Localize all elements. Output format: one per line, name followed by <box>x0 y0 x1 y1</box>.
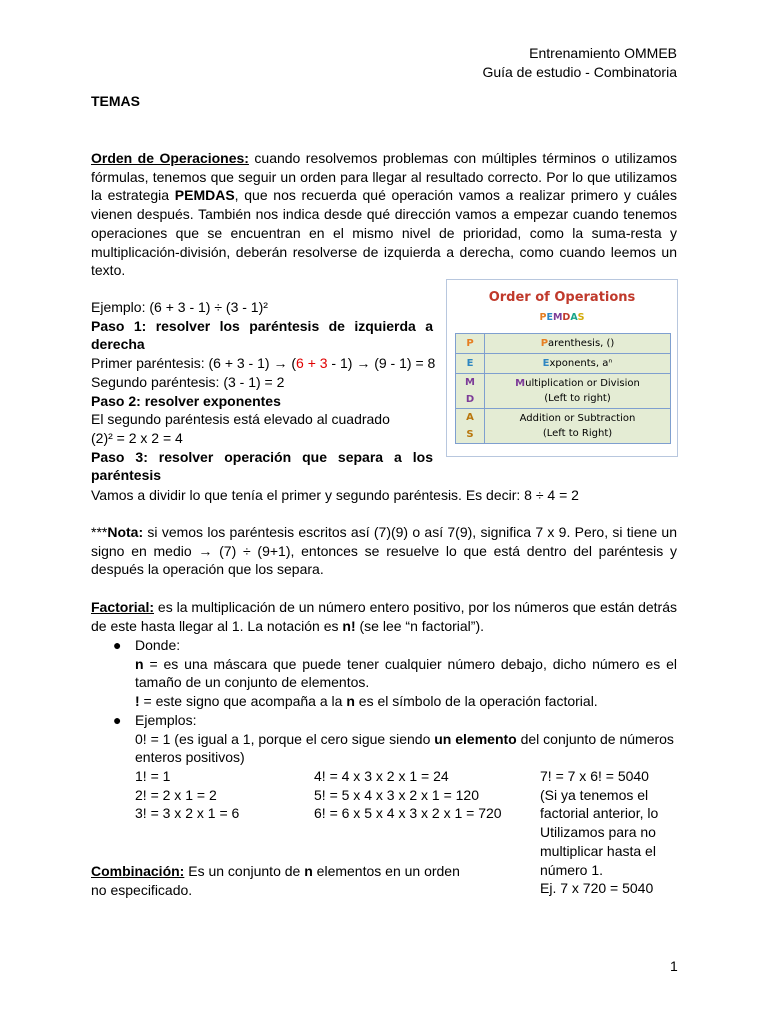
ejemplo-block <box>91 298 436 485</box>
pemdas-term: PEMDAS <box>174 187 235 204</box>
factorial-column-3 <box>540 767 658 898</box>
p1a-pre: Primer paréntesis: (6 + 3 - 1) → ( <box>91 355 297 372</box>
factorial-example: 5! = 5 x 4 x 3 x 2 x 1 = 120 <box>314 786 479 803</box>
paso-2-line-a: El segundo paréntesis está elevado al cuadrado <box>91 411 390 428</box>
factorial-paragraph <box>91 598 677 635</box>
combinacion-text-1: Es un conjunto de <box>184 863 305 879</box>
pemdas-row-desc-line <box>485 411 670 426</box>
pemdas-row-initial: E <box>542 358 550 369</box>
page-number: 1 <box>670 958 678 974</box>
factorial-column-2 <box>314 767 502 823</box>
donde-excl-text-2: es el símbolo de la operación factorial. <box>354 693 598 710</box>
paso-2-heading <box>91 392 433 411</box>
pemdas-table <box>455 333 671 444</box>
pemdas-row-desc-line: (Left to right) <box>544 393 611 404</box>
pemdas-row-letter: A <box>466 412 474 423</box>
donde-n-symbol: n <box>135 655 144 672</box>
zero-bold: un elemento <box>434 730 517 747</box>
paso-2-line-b: (2)² = 2 x 2 = 4 <box>91 429 183 446</box>
figure-title: Order of Operations <box>488 290 636 305</box>
combinacion-heading: Combinación: <box>91 863 185 879</box>
factorial-example: 2! = 2 x 1 = 2 <box>135 786 217 803</box>
factorial-heading: Factorial: <box>91 599 155 615</box>
page-header <box>482 44 677 82</box>
factorial-example: 4! = 4 x 3 x 2 x 1 = 24 <box>314 768 449 784</box>
bullet-ejemplos <box>113 711 677 767</box>
pemdas-row <box>456 374 671 409</box>
pemdas-figure <box>446 279 678 457</box>
pemdas-row-desc-line <box>485 336 670 351</box>
combinacion-n: n <box>304 863 313 879</box>
ejemplo-line: Ejemplo: (6 + 3 - 1) ÷ (3 - 1)² <box>91 299 268 315</box>
pemdas-row-rest: xponents, aⁿ <box>549 358 613 369</box>
paso-2-text: Paso 2: resolver exponentes <box>91 392 281 409</box>
pemdas-row-letter-cell <box>456 374 485 409</box>
bullet-donde <box>113 636 677 711</box>
orden-text-1: cuando resolvemos problemas con múltiples términos o utilizamos fórmulas, tenemos que seguir un orden para llegar al resultado correcto. Por lo que utilizamos la estrategia <box>91 150 677 204</box>
factorial-note-line: (Si ya tenemos el <box>540 786 649 803</box>
nota-paragraph <box>91 523 677 579</box>
zero-pre: 0! = 1 (es igual a 1, porque el cero sigue siendo <box>135 730 435 747</box>
donde-label: Donde: <box>135 637 181 653</box>
pemdas-row-rest: Addition or Subtraction <box>519 413 636 424</box>
pemdas-row-description <box>485 374 671 409</box>
combinacion-text-2: elementos en un orden <box>312 863 460 879</box>
factorial-example: 1! = 1 <box>135 768 171 784</box>
bullet-dot-icon: ● <box>113 711 122 728</box>
combinacion-line-2: no especificado. <box>91 881 193 898</box>
pemdas-row-desc-line <box>485 376 670 391</box>
paso-3-line: Vamos a dividir lo que tenía el primer y segundo paréntesis. Es decir: 8 ÷ 4 = 2 <box>91 487 579 503</box>
zero-post: del conjunto de números enteros positivos) <box>135 730 674 766</box>
segundo-parentesis-line: Segundo paréntesis: (3 - 1) = 2 <box>91 373 285 390</box>
pemdas-row-letter: M <box>465 377 475 388</box>
donde-excl-n: n <box>346 693 355 710</box>
factorial-note-line: multiplicar hasta el <box>540 842 656 859</box>
pemdas-row-letter: P <box>466 338 474 349</box>
primer-parentesis-line <box>91 354 436 373</box>
p1a-highlight: 6 + 3 <box>296 355 328 372</box>
pemdas-row-letter: E <box>466 358 474 369</box>
pemdas-row-letter-cell <box>456 409 485 444</box>
pemdas-letter: P <box>539 312 547 323</box>
donde-n-line <box>135 655 677 692</box>
pemdas-row-desc-line: (Left to Right) <box>542 428 613 439</box>
factorial-column-1 <box>135 767 239 823</box>
header-line-1: Entrenamiento OMMEB <box>529 45 677 61</box>
pemdas-letter: E <box>546 312 553 323</box>
donde-n-text: = es una máscara que puede tener cualquier número debajo, dicho número es el tamaño de un conjunto de elementos. <box>135 655 677 691</box>
factorial-example: 3! = 3 x 2 x 1 = 6 <box>135 805 240 822</box>
orden-heading: Orden de Operaciones: <box>91 150 249 166</box>
factorial-note-line: 7! = 7 x 6! = 5040 <box>540 768 649 784</box>
factorial-note-line: Utilizamos para no <box>540 824 656 841</box>
nota-text: si vemos los paréntesis escritos así (7)(9) o así 7(9), significa 7 x 9. Pero, si tiene un signo en medio → (7) ÷ (9+1), entonces se resuelve lo que está dentro del paréntesis y después la operación que los separa. <box>91 524 677 578</box>
paso-1-heading <box>91 317 433 354</box>
figure-subtitle <box>447 312 677 323</box>
combinacion-paragraph <box>91 862 471 899</box>
zero-factorial-line <box>135 730 677 767</box>
donde-excl-symbol: ! <box>135 693 140 710</box>
factorial-text-1: es la multiplicación de un número entero positivo, por los números que están detrás de este hasta llegar al 1. La notación es <box>91 599 677 634</box>
factorial-notation: n! <box>342 617 356 634</box>
pemdas-row-desc-line <box>485 356 670 371</box>
pemdas-row <box>456 334 671 354</box>
pemdas-row-description <box>485 409 671 444</box>
factorial-bullets <box>113 636 677 767</box>
pemdas-row-letter-cell <box>456 334 485 354</box>
pemdas-row-letter-cell <box>456 354 485 374</box>
paso-3-text: Paso 3: resolver operación que separa a los paréntesis <box>91 448 433 484</box>
orden-text-2: , que nos recuerda qué operación vamos a realizar primero y cuáles vienen después. También nos indica desde qué dirección vamos a empezar cuando tenemos operaciones que se encuentran en el mismo nivel de prioridad, como la suma-resta y multiplicación-división, deberán resolverse de izquierda a derecha, como cuando leemos un texto. <box>91 187 677 279</box>
pemdas-row-rest: ultiplication or Division <box>525 378 640 389</box>
pemdas-row-letter: D <box>465 394 475 405</box>
factorial-note-line: número 1. <box>540 861 604 878</box>
factorial-example: 6! = 6 x 5 x 4 x 3 x 2 x 1 = 720 <box>314 805 502 822</box>
pemdas-row <box>456 354 671 374</box>
p1a-post: - 1) → (9 - 1) = 8 <box>327 355 436 372</box>
orden-paragraph <box>91 149 677 280</box>
bullet-dot-icon: ● <box>113 637 122 653</box>
header-line-2: Guía de estudio - Combinatoria <box>482 64 677 80</box>
nota-prefix: *** <box>91 524 108 540</box>
paso-3-heading <box>91 448 433 485</box>
pemdas-letter: M <box>552 312 563 323</box>
pemdas-letter: S <box>577 312 585 323</box>
pemdas-row-letter: S <box>466 429 474 440</box>
pemdas-row-initial: P <box>540 338 549 349</box>
pemdas-letter: D <box>562 312 571 323</box>
paso-1-text: Paso 1: resolver los paréntesis de izquierda a derecha <box>91 317 433 353</box>
factorial-note-line: Ej. 7 x 720 = 5040 <box>540 880 654 897</box>
pemdas-row-initial: M <box>515 378 526 389</box>
factorial-text-2: (se lee “n factorial”). <box>355 617 484 634</box>
section-title: TEMAS <box>91 93 140 109</box>
factorial-note-line: factorial anterior, lo <box>540 805 659 822</box>
donde-excl-text-1: = este signo que acompaña a la <box>139 693 347 710</box>
combinacion-line-1 <box>91 862 471 881</box>
pemdas-row-description <box>485 334 671 354</box>
pemdas-row-rest: arenthesis, () <box>548 338 615 349</box>
ejemplos-label: Ejemplos: <box>135 711 197 728</box>
pemdas-letter: A <box>570 312 578 323</box>
pemdas-row <box>456 409 671 444</box>
donde-excl-line <box>135 692 677 711</box>
nota-label: Nota: <box>107 524 144 540</box>
pemdas-row-description <box>485 354 671 374</box>
